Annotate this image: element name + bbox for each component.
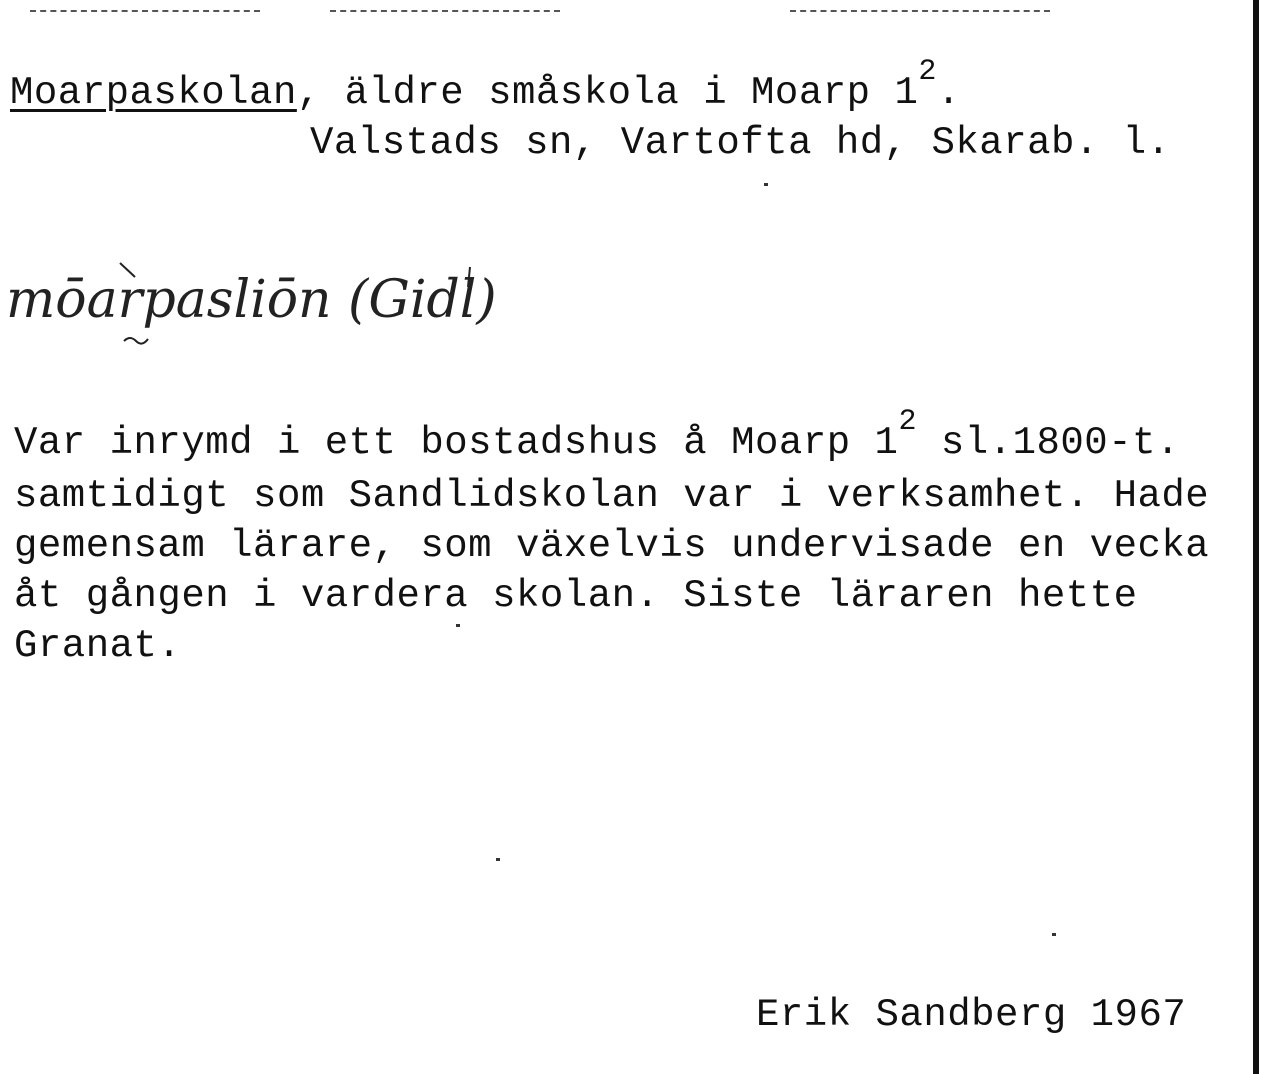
body-line-5: Granat. <box>14 624 182 668</box>
scan-speck <box>1052 933 1056 936</box>
title-description: , äldre småskola i Moarp 1 <box>296 71 919 115</box>
top-dashed-rule <box>330 10 560 12</box>
body-line-4: åt gången i vardera skolan. Siste läraren hette <box>14 574 1138 618</box>
title-period: . <box>936 71 961 115</box>
title-superscript: 2 <box>918 55 937 89</box>
body-line-2: samtidigt som Sandlidskolan var i verksamhet. Hade <box>14 474 1210 518</box>
scan-speck <box>496 858 500 861</box>
top-dashed-rule <box>30 10 260 12</box>
signature: Erik Sandberg 1967 <box>756 993 1187 1037</box>
place-name: Moarpaskolan <box>10 71 297 115</box>
body-line-3: gemensam lärare, som växelvis undervisade en vecka <box>14 524 1210 568</box>
body-superscript: 2 <box>898 405 917 439</box>
handwritten-note-text: mōarpasliōn (Gidl) <box>6 270 497 330</box>
top-dashed-rule <box>790 10 1050 12</box>
scan-speck <box>764 183 768 186</box>
handwritten-pronunciation <box>0 255 780 355</box>
scan-speck <box>456 624 460 627</box>
location-line: Valstads sn, Vartofta hd, Skarab. l. <box>310 121 1171 165</box>
card-body <box>14 405 1254 671</box>
body-line-1: Var inrymd i ett bostadshus å Moarp $1^2$ sl.1800-t. <box>14 405 1180 465</box>
card-title <box>10 55 961 115</box>
